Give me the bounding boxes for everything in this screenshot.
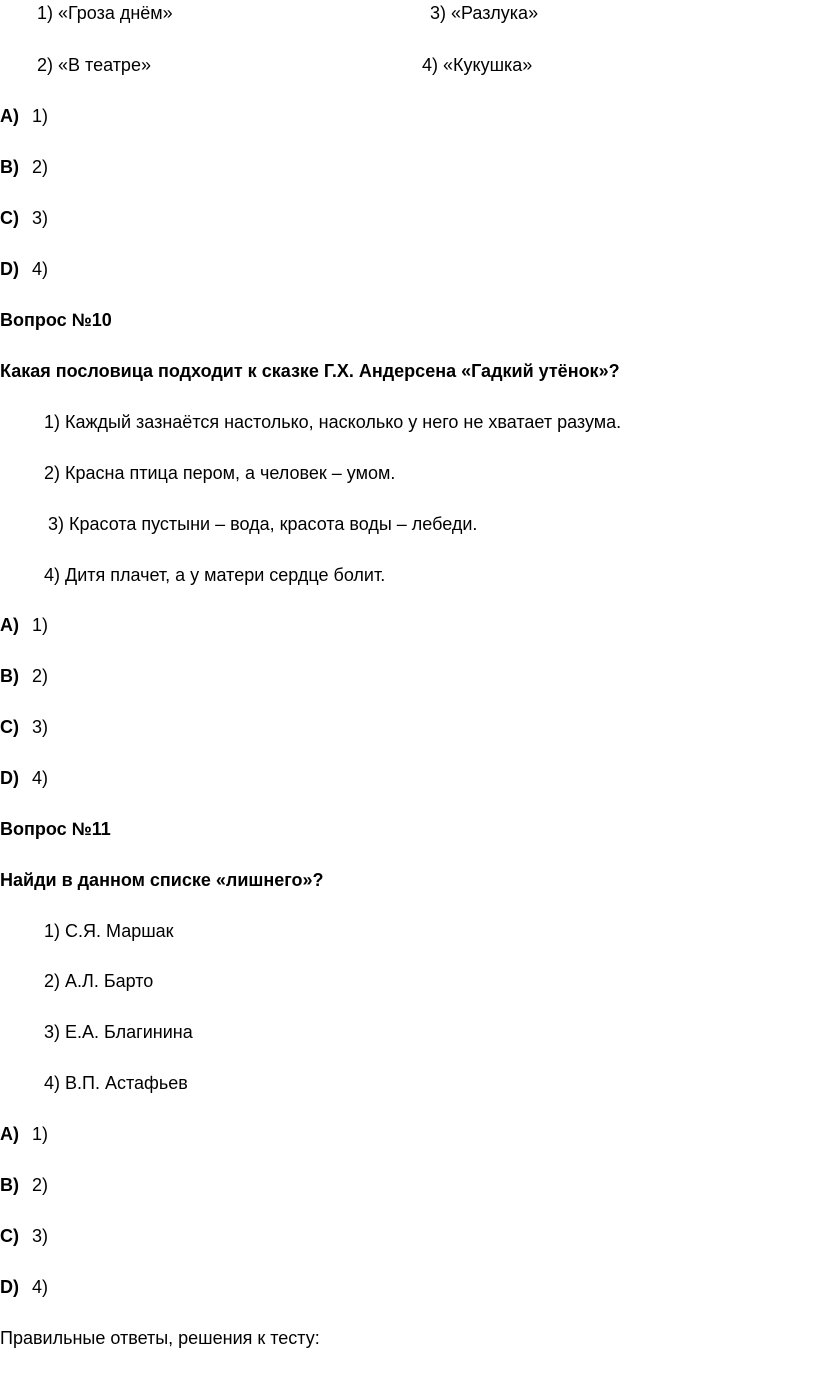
answer-value: 3) xyxy=(32,208,49,228)
answer-letter: B) xyxy=(0,157,19,177)
q9-option-4: 4) «Кукушка» xyxy=(422,55,533,75)
q11-heading: Вопрос №11 xyxy=(0,819,111,839)
answer-value: 2) xyxy=(32,157,49,177)
q11-answer-d[interactable] xyxy=(0,1276,48,1298)
q10-answer-b[interactable] xyxy=(0,665,48,687)
answer-letter: D) xyxy=(0,768,19,788)
answer-letter: A) xyxy=(0,615,19,635)
q11-answer-a[interactable] xyxy=(0,1123,48,1145)
q10-option-4: 4) Дитя плачет, а у матери сердце болит. xyxy=(44,565,386,585)
answer-value: 1) xyxy=(32,106,49,126)
q11-option-2: 2) А.Л. Барто xyxy=(44,971,154,991)
answer-value: 2) xyxy=(32,1175,49,1195)
q9-option-3: 3) «Разлука» xyxy=(430,3,539,23)
answer-value: 3) xyxy=(32,717,49,737)
q9-answer-b[interactable] xyxy=(0,156,48,178)
q10-answer-a[interactable] xyxy=(0,614,48,636)
answer-value: 2) xyxy=(32,666,49,686)
q11-answer-b[interactable] xyxy=(0,1174,48,1196)
q10-option-2: 2) Красна птица пером, а человек – умом. xyxy=(44,463,396,483)
answer-letter: B) xyxy=(0,1175,19,1195)
q10-option-3: 3) Красота пустыни – вода, красота воды – лебеди. xyxy=(48,514,478,534)
answer-letter: B) xyxy=(0,666,19,686)
answer-letter: A) xyxy=(0,1124,19,1144)
answer-letter: D) xyxy=(0,259,19,279)
answer-value: 1) xyxy=(32,615,49,635)
q9-answer-c[interactable] xyxy=(0,207,48,229)
q10-answer-c[interactable] xyxy=(0,716,48,738)
q9-answer-a[interactable] xyxy=(0,105,48,127)
answer-letter: C) xyxy=(0,208,19,228)
answer-value: 4) xyxy=(32,1277,49,1297)
q9-answer-d[interactable] xyxy=(0,258,48,280)
answer-value: 1) xyxy=(32,1124,49,1144)
answer-letter: C) xyxy=(0,717,19,737)
q9-option-2: 2) «В театре» xyxy=(37,55,151,75)
q11-question: Найди в данном списке «лишнего»? xyxy=(0,870,324,890)
q11-option-4: 4) В.П. Астафьев xyxy=(44,1073,188,1093)
answer-value: 4) xyxy=(32,259,49,279)
q9-option-1: 1) «Гроза днём» xyxy=(37,3,173,23)
q10-question: Какая пословица подходит к сказке Г.Х. Андерсена «Гадкий утёнок»? xyxy=(0,361,620,381)
answer-value: 4) xyxy=(32,768,49,788)
q11-answer-c[interactable] xyxy=(0,1225,48,1247)
q11-option-1: 1) С.Я. Маршак xyxy=(44,921,174,941)
answer-letter: A) xyxy=(0,106,19,126)
answers-footer: Правильные ответы, решения к тесту: xyxy=(0,1328,320,1348)
answer-letter: D) xyxy=(0,1277,19,1297)
q10-answer-d[interactable] xyxy=(0,767,48,789)
answer-letter: C) xyxy=(0,1226,19,1246)
q10-heading: Вопрос №10 xyxy=(0,310,112,330)
q11-option-3: 3) Е.А. Благинина xyxy=(44,1022,193,1042)
answer-value: 3) xyxy=(32,1226,49,1246)
q10-option-1: 1) Каждый зазнаётся настолько, насколько у него не хватает разума. xyxy=(44,412,622,432)
